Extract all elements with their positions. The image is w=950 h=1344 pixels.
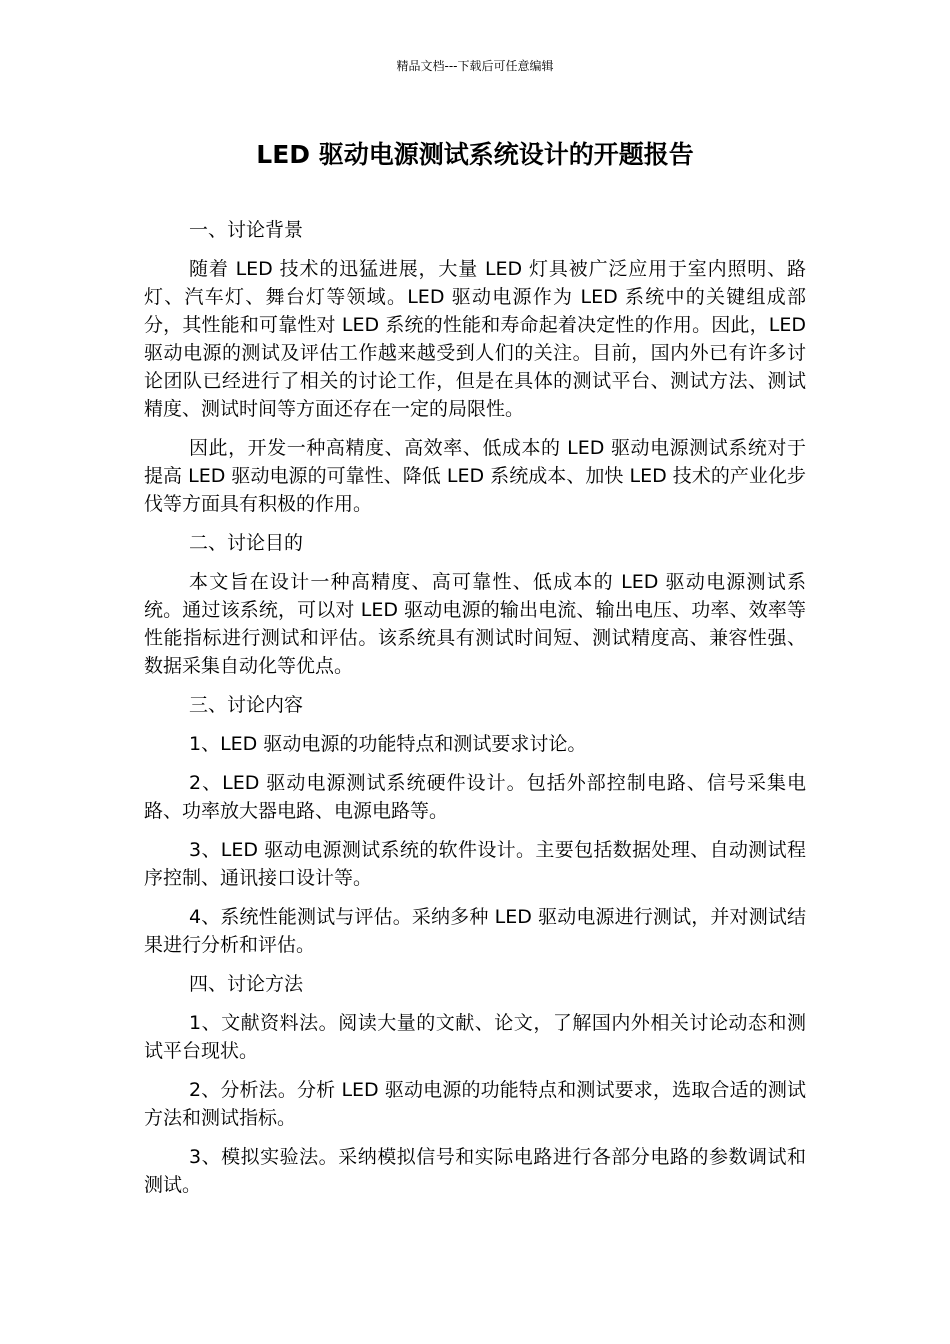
content-item-3: 3、LED 驱动电源测试系统的软件设计。主要包括数据处理、自动测试程序控制、通讯接口设计等。 [144,839,806,889]
paragraph-background-2: 因此，开发一种高精度、高效率、低成本的 LED 驱动电源测试系统对于提高 LED 驱动电源的可靠性、降低 LED 系统成本、加快 LED 技术的产业化步伐等方面具有积极的作用。 [144,437,806,515]
section-heading-method: 四、讨论方法 [189,973,304,995]
content-item-4: 4、系统性能测试与评估。采纳多种 LED 驱动电源进行测试，并对测试结果进行分析和评估。 [144,906,806,956]
method-item-3: 3、模拟实验法。采纳模拟信号和实际电路进行各部分电路的参数调试和测试。 [144,1146,806,1196]
section-heading-content: 三、讨论内容 [189,694,304,716]
method-item-1: 1、文献资料法。阅读大量的文献、论文，了解国内外相关讨论动态和测试平台现状。 [144,1012,806,1062]
section-heading-purpose: 二、讨论目的 [189,532,304,554]
content-item-1: 1、LED 驱动电源的功能特点和测试要求讨论。 [189,733,587,755]
page-header: 精品文档---下载后可任意编辑 [396,59,554,73]
paragraph-background-1: 随着 LED 技术的迅猛进展，大量 LED 灯具被广泛应用于室内照明、路灯、汽车灯、舞台灯等领域。LED 驱动电源作为 LED 系统中的关键组成部分，其性能和可靠性对 LED 系统的性能和寿命起着决定性的作用。因此，LED 驱动电源的测试及评估工作越来越受到人们的关注。目前，国内外已有许多讨论团队已经进行了相关的讨论工作，但是在具体的测试平台、测试方法、测试精度、测试时间等方面还存在一定的局限性。 [144,258,806,420]
paragraph-purpose: 本文旨在设计一种高精度、高可靠性、低成本的 LED 驱动电源测试系统。通过该系统，可以对 LED 驱动电源的输出电流、输出电压、功率、效率等性能指标进行测试和评估。该系统具有测试时间短、测试精度高、兼容性强、数据采集自动化等优点。 [144,571,806,677]
section-heading-background: 一、讨论背景 [189,219,304,241]
document-title: LED 驱动电源测试系统设计的开题报告 [256,140,694,169]
content-item-2: 2、LED 驱动电源测试系统硬件设计。包括外部控制电路、信号采集电路、功率放大器电路、电源电路等。 [144,772,806,822]
method-item-2: 2、分析法。分析 LED 驱动电源的功能特点和测试要求，选取合适的测试方法和测试指标。 [144,1079,806,1129]
document-body [144,216,806,1210]
